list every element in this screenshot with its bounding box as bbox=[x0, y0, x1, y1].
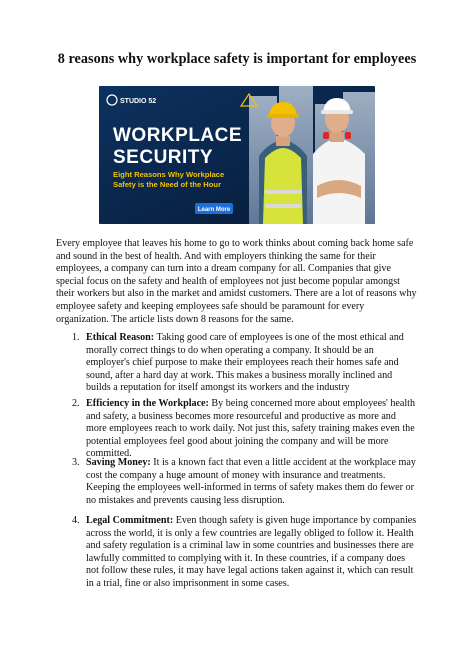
list-item-body bbox=[86, 332, 418, 395]
banner-subtitle-line2: Safety is the Need of the Hour bbox=[113, 180, 222, 189]
list-item-text: Even though safety is given huge importance by companies across the world, it is only a few countries are legally obliged to follow it. Health and safety regulation is a criminal law in some countries and businesses there are lawfully committed to complying with it. In these countries, if a company does not follow these rules, it may have legal actions taken against it, which can result in a trial, fine or also imprisonment in some cases. bbox=[86, 515, 417, 589]
list-item-body bbox=[86, 398, 418, 461]
banner-subtitle-line1: Eight Reasons Why Workplace bbox=[113, 170, 225, 179]
list-number: 3. bbox=[72, 457, 80, 468]
banner-headline-line1: WORKPLACE bbox=[113, 125, 243, 146]
list-item-body bbox=[86, 515, 418, 591]
list-item-heading: Legal Commitment: bbox=[86, 515, 174, 526]
list-item-heading: Ethical Reason: bbox=[86, 332, 155, 343]
list-item-text: It is a known fact that even a little accident at the workplace may cost the company a huge amount of money with insurance and treatments. Keeping the employees well-informed in terms of safety makes them do fewer or no mistakes and prevents causing less disruption. bbox=[86, 457, 416, 506]
list-number: 2. bbox=[72, 398, 80, 409]
banner-headline-line2: SECURITY bbox=[113, 147, 214, 168]
list-item-heading: Efficiency in the Workplace: bbox=[86, 398, 209, 409]
list-number: 1. bbox=[72, 332, 80, 343]
list-item-text: By being concerned more about employees' health and safety, a business becomes more resourceful and productive as more and more employees reach to work daily. Not just this, safety training makes even the potential employees feel good about joining the company and will be more committed. bbox=[86, 398, 416, 460]
list-number: 4. bbox=[72, 515, 80, 526]
banner-graphic bbox=[99, 86, 375, 224]
logo-text: STUDIO 52 bbox=[120, 98, 157, 105]
page-title: 8 reasons why workplace safety is important for employees bbox=[57, 51, 417, 67]
banner-image bbox=[99, 86, 375, 224]
learn-more-label: Learn More bbox=[197, 207, 231, 213]
list-item-body bbox=[86, 457, 418, 507]
list-item-text: Taking good care of employees is one of the most ethical and morally correct things to do when operating a company. It should be an employer's chief purpose to make their employees reach their homes safe and sound, after a hard day at work. This makes a business morally inclined and builds a reputation for itself amongst its workers and the industry bbox=[86, 332, 404, 394]
list-item-heading: Saving Money: bbox=[86, 457, 151, 468]
intro-paragraph: Every employee that leaves his home to go to work thinks about coming back home safe and sound in the best of health. And with employers thinking the same for their employees, a company can turn into a dream company for all. Companies that give special focus on the safety and health of employees not just become popular amongst their workers but also in the market and amidst customers. There are a lot of reasons why employee safety and keeping employees safe should be paramount for every organization. The article lists down 8 reasons for the same. bbox=[56, 238, 417, 325]
